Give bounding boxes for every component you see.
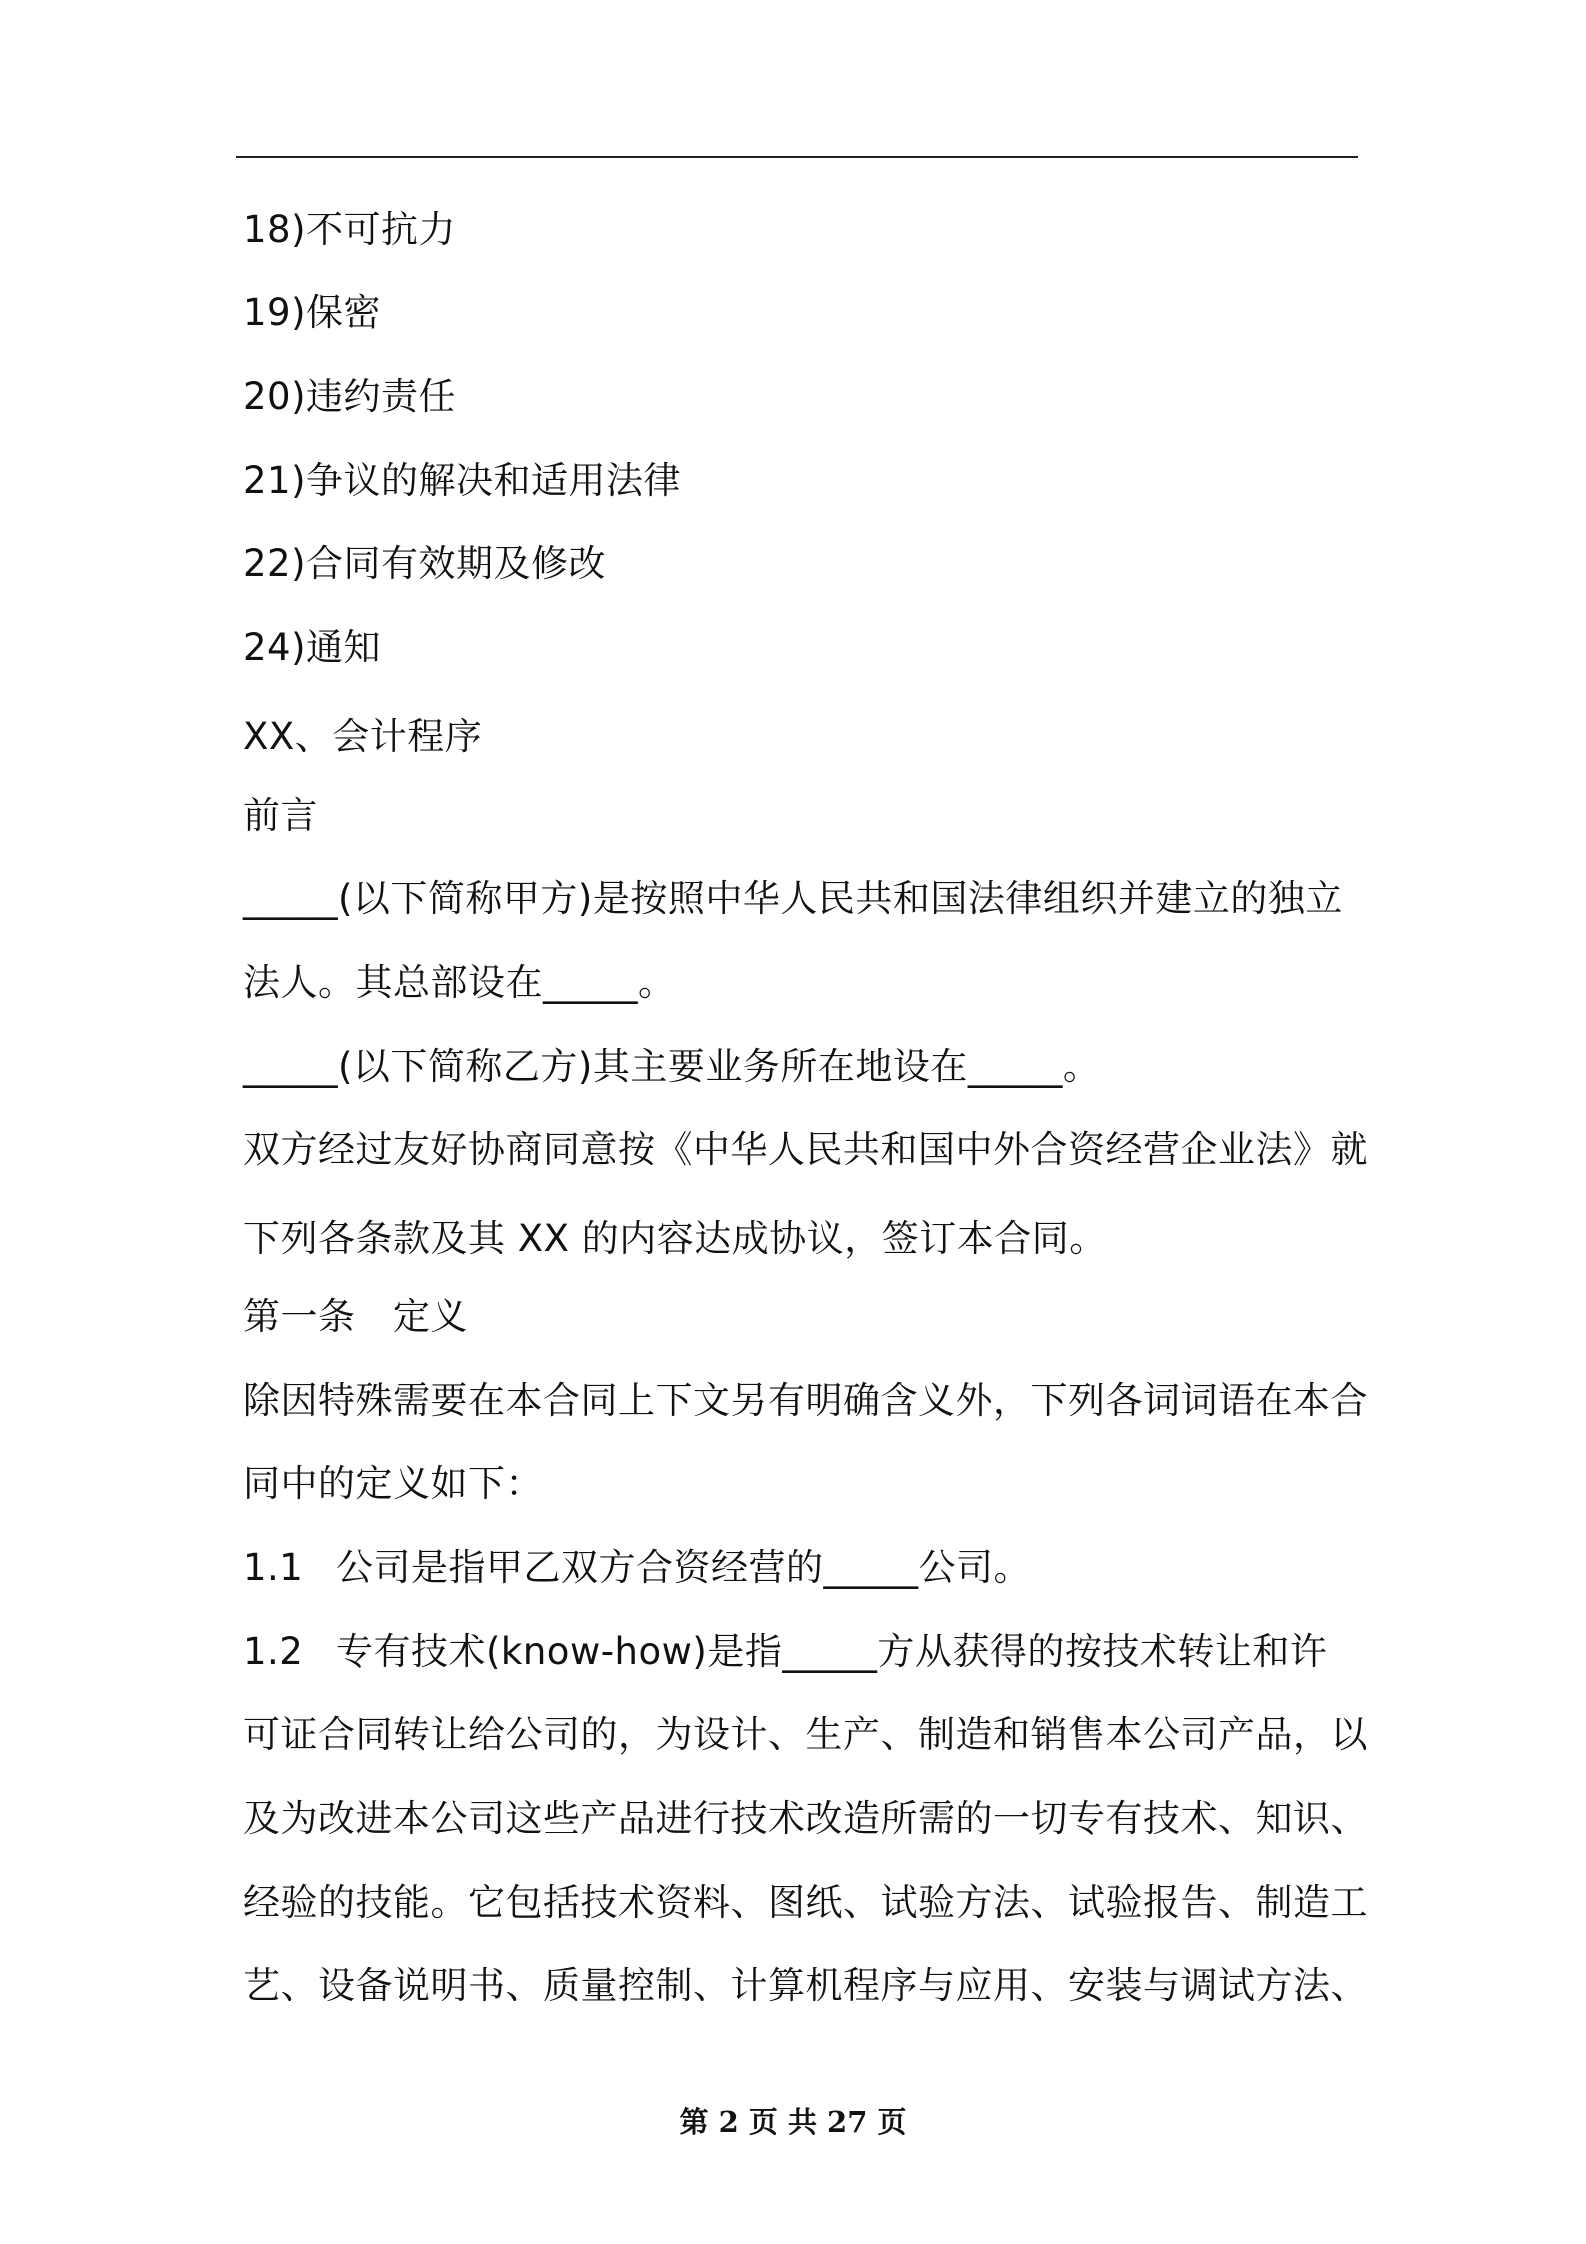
toc-item: 21)争议的解决和适用法律 bbox=[243, 459, 682, 502]
definition-1-2-line-4: 经验的技能。它包括技术资料、图纸、试验方法、试验报告、制造工 bbox=[243, 1881, 1368, 1924]
definition-1-2-line-5: 艺、设备说明书、质量控制、计算机程序与应用、安装与调试方法、 bbox=[243, 1964, 1368, 2007]
agreement-line-1: 双方经过友好协商同意按《中华人民共和国中外合资经营企业法》就 bbox=[243, 1128, 1368, 1171]
party-b-line: _____(以下简称乙方)其主要业务所在地设在_____。 bbox=[243, 1045, 1101, 1088]
toc-item: 22)合同有效期及修改 bbox=[243, 542, 607, 585]
toc-item: 20)违约责任 bbox=[243, 375, 457, 418]
definition-1-2-line-2: 可证合同转让给公司的，为设计、生产、制造和销售本公司产品，以 bbox=[243, 1713, 1368, 1756]
definition-1-2 bbox=[243, 1630, 1328, 1673]
article-1-intro-line-1: 除因特殊需要在本合同上下文另有明确含义外，下列各词词语在本合 bbox=[243, 1379, 1368, 1422]
article-1-title: 第一条 定义 bbox=[243, 1295, 468, 1338]
header-rule bbox=[236, 156, 1358, 158]
party-a-line-1: _____(以下简称甲方)是按照中华人民共和国法律组织并建立的独立 bbox=[243, 877, 1343, 920]
toc-item: 24)通知 bbox=[243, 626, 382, 669]
article-1-intro-line-2: 同中的定义如下： bbox=[243, 1462, 543, 1505]
agreement-line-2: 下列各条款及其 XX 的内容达成协议，签订本合同。 bbox=[243, 1217, 1107, 1260]
page-footer: 第 2 页 共 27 页 bbox=[679, 2105, 907, 2139]
definition-1-1 bbox=[243, 1546, 1031, 1589]
definition-number: 1.1 bbox=[243, 1546, 304, 1589]
party-a-line-2: 法人。其总部设在_____。 bbox=[243, 961, 676, 1004]
definition-1-2-line-3: 及为改进本公司这些产品进行技术改造所需的一切专有技术、知识、 bbox=[243, 1797, 1368, 1840]
definition-text: 公司是指甲乙双方合资经营的_____公司。 bbox=[336, 1546, 1031, 1589]
definition-number: 1.2 bbox=[243, 1630, 304, 1673]
definition-text: 专有技术(know-how)是指_____方从获得的按技术转让和许 bbox=[336, 1630, 1328, 1673]
section-heading: XX、会计程序 bbox=[243, 715, 483, 758]
toc-item: 19)保密 bbox=[243, 291, 382, 334]
toc-item: 18)不可抗力 bbox=[243, 208, 457, 251]
preface-title: 前言 bbox=[243, 794, 318, 837]
